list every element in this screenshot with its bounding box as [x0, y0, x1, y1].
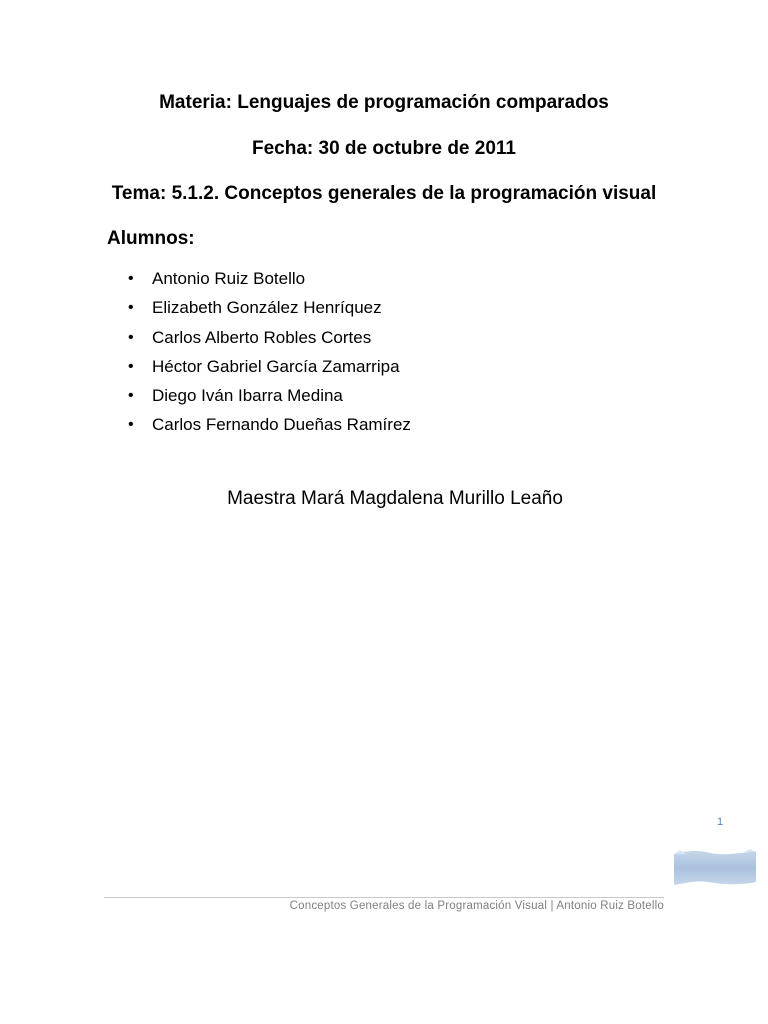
student-list — [128, 267, 411, 443]
students-heading: Alumnos: — [107, 228, 195, 249]
student-name: Carlos Fernando Dueñas Ramírez — [152, 415, 411, 435]
bullet-icon: • — [128, 270, 134, 287]
student-name: Diego Iván Ibarra Medina — [152, 386, 343, 406]
bullet-icon: • — [128, 299, 134, 317]
student-list-item — [128, 384, 411, 413]
student-list-item — [128, 413, 411, 442]
bullet-icon: • — [128, 416, 134, 434]
topic-title: Tema: 5.1.2. Conceptos generales de la programación visual — [111, 183, 657, 204]
page-number: 1 — [716, 816, 724, 828]
teacher-name: Maestra Mará Magdalena Murillo Leaño — [227, 488, 563, 509]
student-name: Carlos Alberto Robles Cortes — [152, 327, 372, 347]
student-list-item — [128, 326, 411, 355]
bullet-icon: • — [128, 328, 134, 346]
bullet-icon: • — [128, 387, 134, 405]
footer-divider — [104, 897, 664, 898]
student-name: Héctor Gabriel García Zamarripa — [152, 356, 400, 376]
student-list-item — [128, 296, 411, 325]
student-list-item — [128, 267, 411, 296]
page-number-shape-icon — [672, 848, 758, 888]
bullet-icon: • — [128, 357, 134, 375]
footer-text: Conceptos Generales de la Programación Visual | Antonio Ruiz Botello — [289, 900, 664, 912]
student-name: Elizabeth González Henríquez — [152, 298, 382, 318]
date-title: Fecha: 30 de octubre de 2011 — [251, 138, 516, 159]
student-list-item — [128, 355, 411, 384]
student-name: Antonio Ruiz Botello — [152, 269, 306, 288]
subject-title: Materia: Lenguajes de programación comparados — [159, 92, 609, 113]
